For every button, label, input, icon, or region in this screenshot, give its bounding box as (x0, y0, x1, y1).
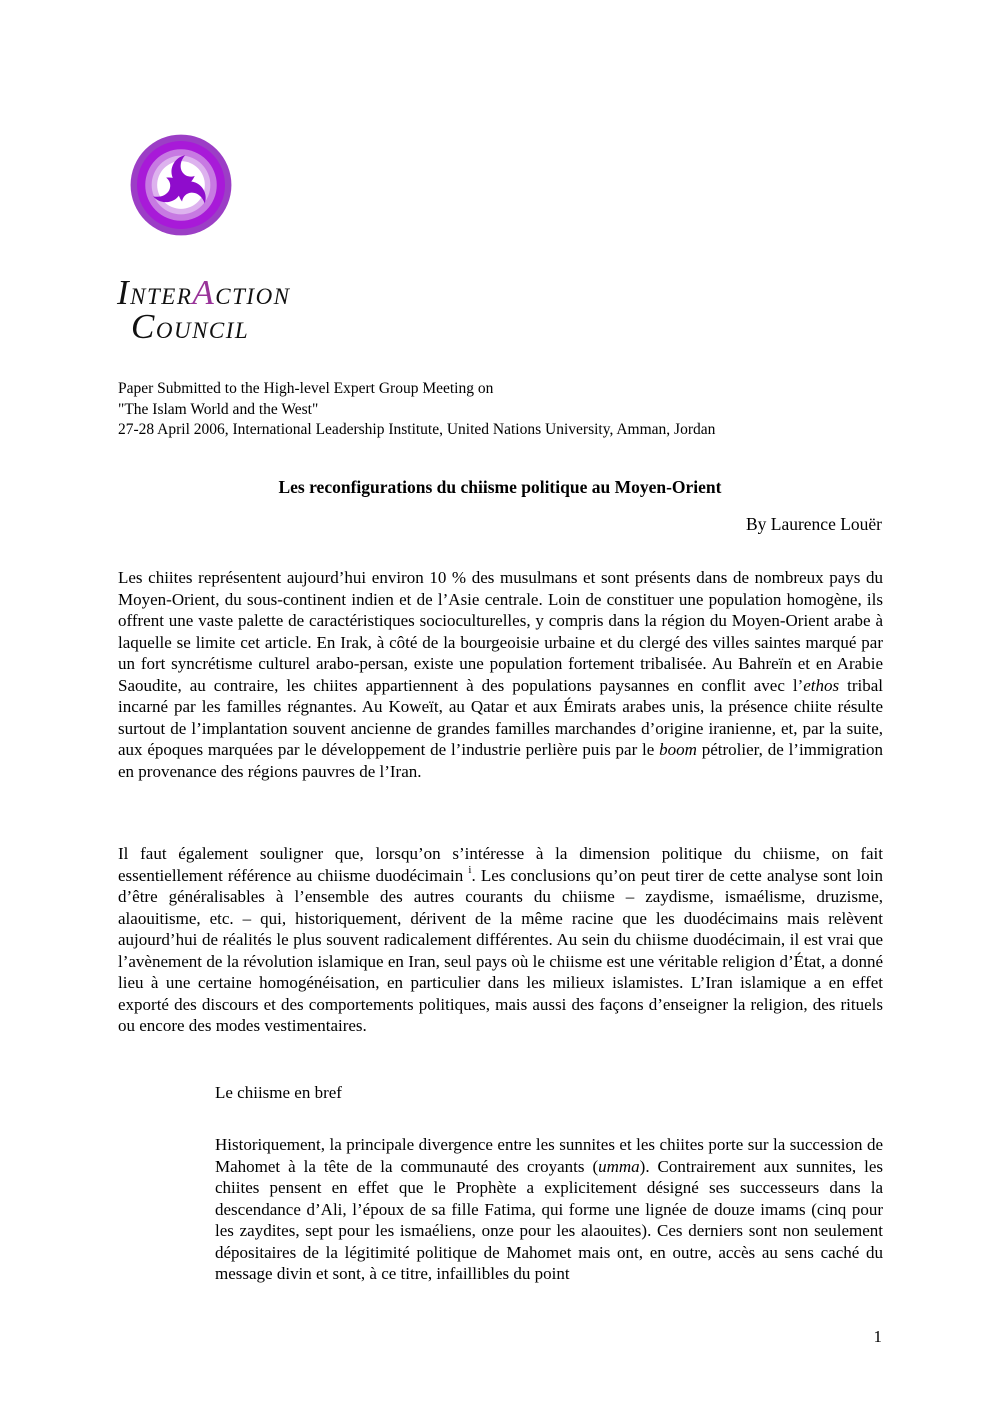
footnote-marker: i (468, 863, 472, 876)
paragraph-3-run-1: Historiquement, la principale divergence entre les sunnites et les chiites porte sur la succession de Mahomet à la tête de la communauté des croyants ( (215, 1135, 883, 1176)
paragraph-1-run-3: pétrolier, de l’immigration en provenance des régions pauvres de l’Iran. (118, 740, 883, 781)
wordmark-line-interaction (117, 273, 291, 312)
wordmark-initial-a: A (192, 273, 216, 312)
paragraph-3-italic-umma: umma (598, 1156, 640, 1176)
paragraph-1-run-1: Les chiites représentent aujourd’hui environ 10 % des musulmans et sont présents dans de nombreux pays du Moyen-Orient, du sous-continent indien et de l’Asie centrale. Loin de constituer une population homogène, ils offrent une vaste palette de caractéristiques socioculturelles, y compris dans la région du Moyen-Orient arabe à laquelle se limite cet article. En Irak, à côté de la bourgeoisie urbaine et du clergé des villes saintes marqué par un fort syncrétisme culturel arabo-persan, existe une population fortement tribalisée. Au Bahreïn et en Arabie Saoudite, au contraire, les chiites appartiennent à des populations paysannes en conflit avec l’ (118, 568, 883, 695)
triskelion-logo-icon (126, 130, 236, 240)
author-byline: By Laurence Louër (745, 514, 882, 534)
wordmark-initial-c: C (131, 307, 156, 347)
paper-title: Les reconfigurations du chiisme politique au Moyen-Orient (278, 477, 722, 497)
section-heading: Le chiisme en bref (215, 1083, 342, 1102)
interaction-council-logo (126, 130, 236, 240)
wordmark-initial-i: I (117, 273, 131, 312)
wordmark-nter: NTER (130, 284, 193, 309)
paragraph-2-run-1: Il faut également souligner que, lorsqu’on s’intéresse à la dimension politique du chiisme, on fait essentiellement référence au chiisme duodécimain (118, 844, 883, 885)
paragraph-1-italic-boom: boom (659, 740, 697, 760)
submission-info-line-3: 27-28 April 2006, International Leadership Institute, United Nations University, Amman, Jordan (118, 421, 716, 439)
paragraph-2 (118, 843, 883, 1037)
wordmark-line-council (131, 307, 291, 347)
submission-info (118, 379, 715, 441)
wordmark-ouncil: OUNCIL (155, 318, 250, 344)
paragraph-3 (215, 1134, 883, 1285)
paragraph-3-run-2: ). Contrairement aux sunnites, les chiites pensent en effet que le Prophète a explicitement désigné ses successeurs dans la descendance d’Ali, l’époux de sa fille Fatima, qui forme une lignée de douze imams (cinq pour les zaydites, sept pour les ismaéliens, onze pour les alaouites). Ces derniers sont non seulement dépositaires de la légitimité politique de Mahomet mais ont, en outre, accès au sens caché du message divin et sont, à ce titre, infaillibles du point (215, 1156, 883, 1284)
paragraph-1 (118, 567, 883, 782)
submission-info-line-2: "The Islam World and the West" (118, 400, 319, 418)
interaction-council-wordmark (117, 273, 291, 347)
submission-info-line-1: Paper Submitted to the High-level Expert Group Meeting on (118, 380, 494, 397)
paragraph-1-italic-ethos: ethos (803, 675, 840, 695)
paragraph-2-run-2: . Les conclusions qu’on peut tirer de cette analyse sont loin d’être généralisables à l’ensemble des autres courants du chiisme – zaydisme, ismaélisme, druzisme, alaouitisme, etc. – qui, historiquement, dérivent de la même racine que les duodécimains mais relèvent aujourd’hui de réalités le plus souvent radicalement différentes. Au sein du chiisme duodécimain, il est vrai que l’avènement de la révolution islamique en Iran, seul pays où le chiisme est une véritable religion d’État, a donné lieu à une certaine homogénéisation, en particulier dans les milieux islamistes. L’Iran islamique a en effet exporté des discours et des comportements politiques, mais aussi des façons d’enseigner la religion, des rituels ou encore des modes vestimentaires. (118, 865, 883, 1036)
wordmark-ction: CTION (215, 284, 291, 309)
paragraph-1-run-2: tribal incarné par les familles régnantes. Au Koweït, au Qatar et aux Émirats arabes unis, la présence chiite résulte surtout de l’implantation souvent ancienne de grandes familles marchandes d’origine iranienne, et, par la suite, aux époques marquées par le développement de l’industrie perlière puis par le (118, 675, 883, 760)
page-number: 1 (873, 1327, 882, 1346)
